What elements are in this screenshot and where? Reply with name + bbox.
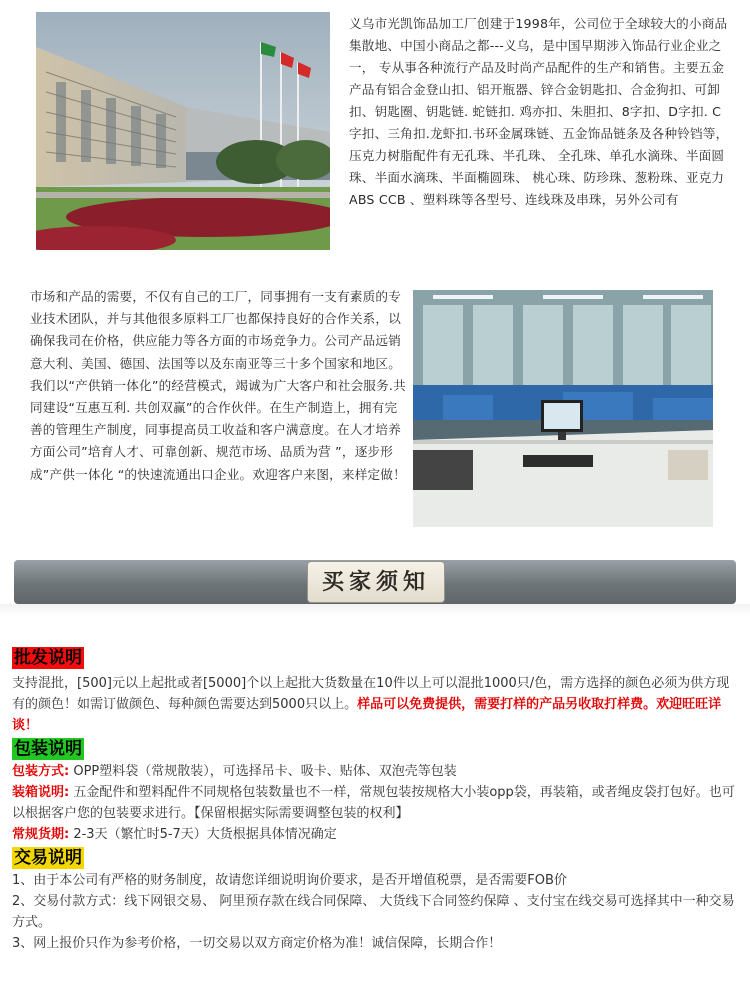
packaging-method-label: 包装方式: — [12, 764, 70, 779]
banner-title: 买家须知 — [307, 561, 445, 603]
trade-item: 3、网上报价只作为参考价格，一切交易以双方商定价格为准！诚信保障，长期合作！ — [12, 936, 502, 951]
packaging-box-text: 五金配件和塑料配件不同规格包装数量也不一样，常规包装按规格大小装opp袋，再装箱，或者绳皮袋打包好。也可以根据客户您的包装要求进行。【保留根据实际需要调整包装的权利】 — [12, 785, 735, 821]
banner-shadow — [0, 604, 750, 616]
packaging-method-text: OPP塑料袋（常规散装），可选择吊卡、吸卡、贴体、双泡壳等包装 — [69, 764, 457, 779]
packaging-delivery-label: 常规货期: — [12, 827, 70, 842]
trade-item: 2、交易付款方式：线下网银交易、 阿里预存款在线合同保障、 大货线下合同签约保障 、支付宝在线交易可选择其中一种交易方式。 — [12, 894, 735, 930]
wholesale-text: 支持混批，[500]元以上起批或者[5000]个以上起批大货数量在10件以上可以混批1000只/色，需方选择的颜色必须为供方现有的颜色！如需订做颜色、每种颜色需要达到5000只以上。 — [12, 676, 730, 712]
intro-paragraph-2: 市场和产品的需要，不仅有自己的工厂，同事拥有一支有素质的专业技术团队，并与其他很多原料工厂也都保持良好的合作关系，以确保我司在价格，供应能力等各方面的市场竞争力。公司产品远销意大利、美国、德国、法国等以及东南亚等三十多个国家和地区。我们以“产供销一体化”的经营模式，竭诚为广大客户和社会服务.共同建设“互惠互利. 共创双赢”的合作伙伴。在生产制造上，拥有完善的管理生产制度，同事提高员工收益和客户满意度。在人才培养方面公司”培育人才、可靠创新、规范市场、品质为营 ”，逐步形成”产供一体化 “的快速流通出口企业。欢迎客户来图，来样定做！ — [30, 289, 406, 482]
buyer-notice — [12, 647, 740, 954]
trade-heading: 交易说明 — [14, 848, 82, 868]
packaging-box-label: 装箱说明: — [12, 785, 70, 800]
packaging-heading: 包装说明 — [14, 739, 82, 759]
office-photo — [413, 290, 713, 527]
intro-paragraph-1: 义乌市光凯饰品加工厂创建于1998年，公司位于全球较大的小商品集散地、中国小商品之都---义乌，是中国早期涉入饰品行业企业之一， 专从事各种流行产品及时尚产品配件的生产和销售。主要五金产品有铝合金登山扣、铝开瓶器、锌合金钥匙扣、合金狗扣、可卸扣、钥匙圈、钥匙链. 蛇链扣. 鸡亦扣、朱胆扣、8字扣、D字扣. C字扣、三角扣.龙虾扣.书环金属珠链、五金饰品链条及各种铃铛等，压克力树脂配件有无孔珠、半孔珠、 全孔珠、单孔水滴珠、半面圆珠、半面水滴珠、半面椭圆珠、 桃心珠、防珍珠、葱粉珠、亚克力ABS CCB 、塑料珠等各型号、连线珠及串珠，另外公司有 — [349, 16, 729, 207]
trade-item: 1、由于本公司有严格的财务制度，故请您详细说明询价要求，是否开增值税票，是否需要FOB价 — [12, 873, 567, 888]
wholesale-paragraph — [12, 673, 740, 736]
packaging-box — [12, 782, 740, 824]
factory-photo — [36, 12, 330, 250]
packaging-delivery-text: 2-3天（繁忙时5-7天）大货根据具体情况确定 — [69, 827, 337, 842]
wholesale-heading: 批发说明 — [14, 648, 82, 668]
packaging-method — [12, 761, 740, 782]
wholesale-highlight: 样品可以免费提供，需要打样的产品另收取打样费。欢迎旺旺详谈！ — [12, 697, 722, 733]
packaging-delivery — [12, 824, 740, 845]
